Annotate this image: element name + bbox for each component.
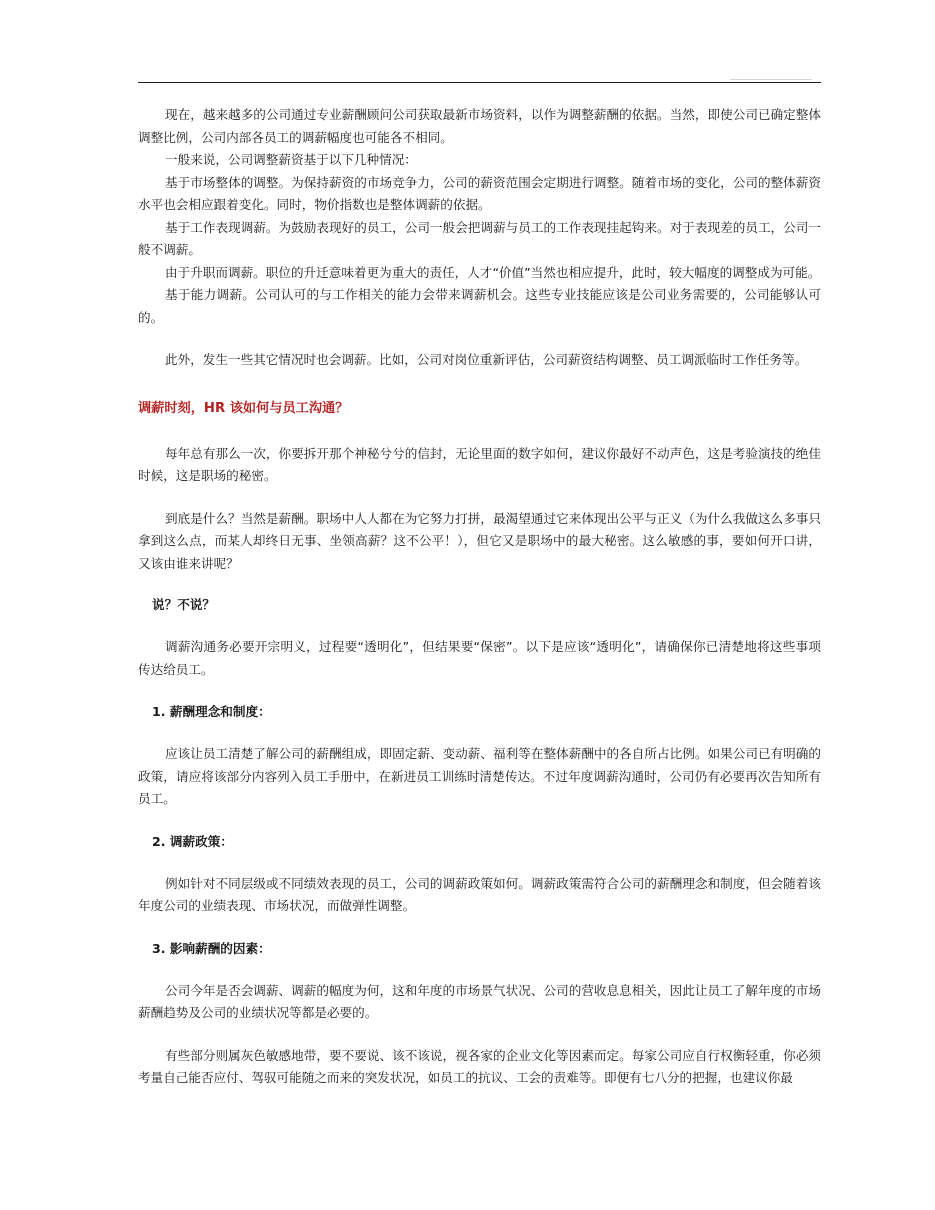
subheading-1-paragraph: 应该让员工清楚了解公司的薪酬组成，即固定薪、变动薪、福利等在整体薪酬中的各自所占比例。如果公司已有明确的政策，请应将该部分内容列入员工手册中，在新进员工训练时清楚传达。不过年度调薪沟通时，公司仍有必要再次告知所有员工。	[138, 746, 821, 806]
intro-paragraph-1: 现在，越来越多的公司通过专业薪酬顾问公司获取最新市场资料，以作为调整薪酬的依据。当然，即使公司已确定整体调整比例，公司内部各员工的调薪幅度也可能各不相同。	[138, 107, 821, 145]
spacer	[138, 488, 821, 508]
subheading-2-paragraph: 例如针对不同层级或不同绩效表现的员工，公司的调薪政策如何。调薪政策需符合公司的薪酬理念和制度，但会随着该年度公司的业绩表现、市场状况，而做弹性调整。	[138, 875, 821, 913]
spacer	[138, 681, 821, 701]
header-tab-line	[730, 79, 812, 80]
spacer	[138, 723, 821, 743]
spacer	[138, 918, 821, 938]
subheading-1: 1. 薪酬理念和制度：	[152, 704, 271, 719]
intro-paragraph-4: 基于工作表现调薪。为鼓励表现好的员工，公司一般会把调薪与员工的工作表现挂起钩来。对于表现差的员工，公司一般不调薪。	[138, 219, 821, 257]
section-paragraph-2: 到底是什么？当然是薪酬。职场中人人都在为它努力打拼，最渴望通过它来体现出公平与正义（为什么我做这么多事只拿到这么点，而某人却终日无事、坐领高薪？这不公平！），但它又是职场中的最大秘密。这么敏感的事，要如何开口讲，又该由谁来讲呢？	[138, 510, 821, 571]
intro-paragraph-7: 此外，发生一些其它情况时也会调薪。比如，公司对岗位重新评估，公司薪资结构调整、员工调派临时工作任务等。	[165, 352, 808, 367]
spacer	[138, 1025, 821, 1045]
spacer	[138, 329, 821, 349]
spacer	[138, 853, 821, 873]
intro-paragraph-5: 由于升职而调薪。职位的升迁意味着更为重大的责任，人才“价值”当然也相应提升，此时，较大幅度的调整成为可能。	[165, 264, 821, 280]
section-heading: 调薪时刻，HR 该如何与员工沟通？	[138, 400, 349, 416]
subheading-3-paragraph: 公司今年是否会调薪、调薪的幅度为何，这和年度的市场景气状况、公司的营收息息相关，因此让员工了解年度的市场薪酬趋势及公司的业绩状况等都是必要的。	[138, 982, 821, 1020]
spacer	[138, 575, 821, 594]
section-paragraph-4: 有些部分则属灰色敏感地带，要不要说、该不该说，视各家的企业文化等因素而定。每家公司应自行权衡轻重，你必须考量自己能否应付、驾驭可能随之而来的突发状况，如员工的抗议、工会的责难等。即便有七八分的把握，也建议你最	[138, 1047, 821, 1085]
intro-paragraph-3: 基于市场整体的调整。为保持薪资的市场竞争力，公司的薪资范围会定期进行调整。随着市场的变化，公司的整体薪资水平也会相应跟着变化。同时，物价指数也是整体调薪的依据。	[138, 174, 821, 212]
spacer	[138, 616, 821, 636]
section-paragraph-3: 调薪沟通务必要开宗明义，过程要“透明化”，但结果要“保密”。以下是应该“透明化”，请确保你已清楚地将这些事项传达给员工。	[138, 639, 821, 677]
intro-paragraph-6: 基于能力调薪。公司认可的与工作相关的能力会带来调薪机会。这些专业技能应该是公司业务需要的，公司能够认可的。	[138, 287, 821, 325]
spacer	[138, 420, 821, 443]
spacer	[138, 960, 821, 980]
document-body	[138, 104, 821, 1090]
spacer	[138, 811, 821, 831]
spacer	[138, 372, 821, 398]
subheading-3: 3. 影响薪酬的因素：	[152, 940, 271, 956]
question-heading: 说？不说？	[152, 597, 215, 612]
subheading-2: 2. 调薪政策：	[152, 833, 233, 849]
header-rule	[138, 82, 821, 83]
intro-paragraph-2: 一般来说，公司调整薪资基于以下几种情况：	[165, 152, 417, 167]
section-paragraph-1: 每年总有那么一次，你要拆开那个神秘兮兮的信封，无论里面的数字如何，建议你最好不动声色，这是考验演技的绝佳时候，这是职场的秘密。	[138, 445, 821, 483]
